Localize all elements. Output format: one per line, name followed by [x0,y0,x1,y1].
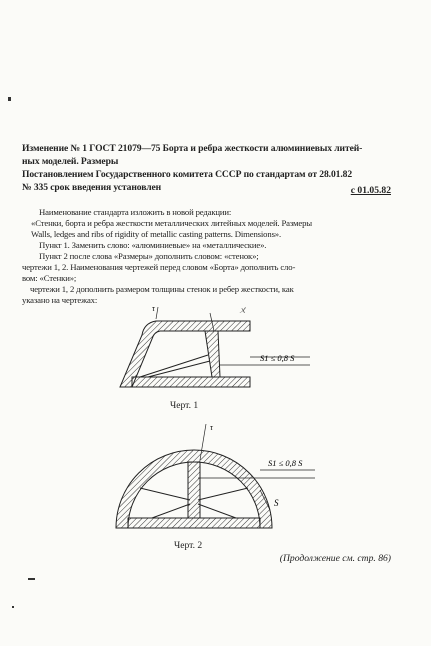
svg-text:τ: τ [210,423,213,432]
figure-2-flange [128,518,260,528]
figure-2-s-label: S [274,498,279,508]
body-line: вом: «Стенки»; [22,273,77,283]
body-line: Пункт 1. Заменить слово: «алюминиевые» на «металлические». [39,240,267,250]
effective-date: с 01.05.82 [350,185,391,196]
body-line: «Стенки, борта и ребра жесткости металлических литейных моделей. Размеры [31,218,312,228]
figure-1-caption: Черт. 1 [170,400,199,411]
body-line: чертежи 1, 2. Наименования чертежей перед словом «Борта» дополнить сло- [22,262,296,272]
scan-mark [12,606,14,608]
figure-1-s1-label: S1 ≤ 0,8 S [260,353,295,363]
body-line: Наименование стандарта изложить в новой редакции: [39,207,232,217]
body-line: Пункт 2 после слова «Размеры» дополнить словом: «стенок»; [39,251,259,261]
body-line: чертежи 1, 2 дополнить размером толщины стенок и ребер жесткости, как [30,284,294,294]
figure-1-drawing [110,305,320,395]
figure-1-flange [132,377,250,387]
figure-2-s1-label: S1 ≤ 0,8 S [268,458,303,468]
amendment-title [22,143,418,168]
body-line: указано на чертежах: [22,295,98,305]
resolution-line-2: № 335 срок введения установлен [22,181,162,193]
resolution-line-1: Постановлением Государственного комитета СССР по стандартам от 28.01.82 [22,169,353,180]
figure-1-rib [205,331,220,377]
figure-2-caption: Черт. 2 [174,540,203,551]
title-line-1: Изменение № 1 ГОСТ 21079—75 Борта и ребра жесткости алюминиевых литей- [22,143,363,154]
figure-2-rib [188,462,200,518]
figure-1-s-label: ㄨ [238,305,248,315]
figure-2-drawing [110,420,320,535]
body-line: Walls, ledges and ribs of rigidity of metallic casting patterns. Dimensions». [31,229,282,239]
continuation-note: (Продолжение см. стр. 86) [279,553,391,564]
title-line-2: ных моделей. Размеры [22,155,119,167]
scan-mark [8,97,11,101]
svg-text:τ: τ [152,305,155,313]
scan-mark [28,578,35,580]
